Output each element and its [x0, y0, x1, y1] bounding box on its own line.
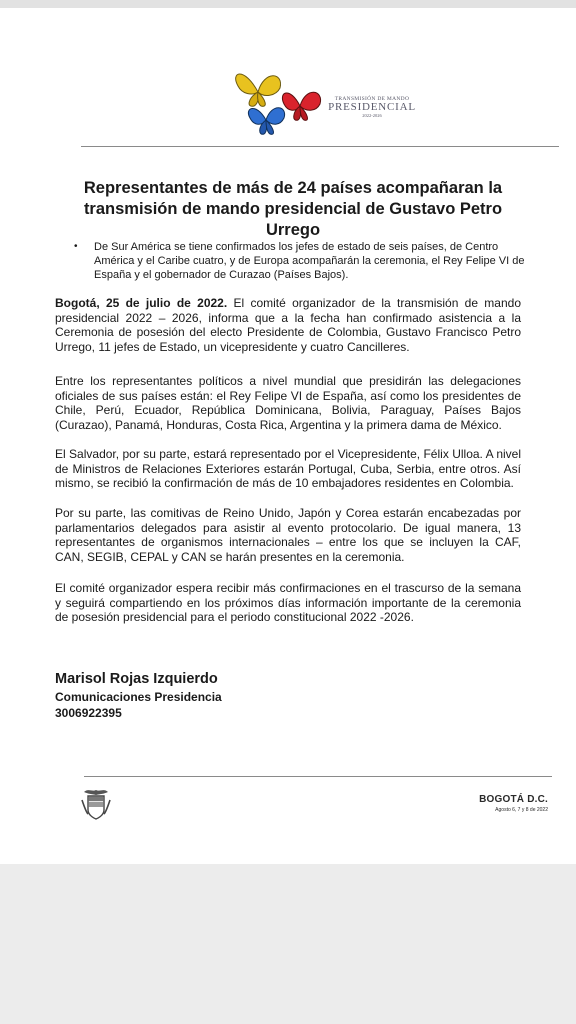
signature-phone: 3006922395: [55, 706, 122, 720]
logo-text: [327, 96, 417, 118]
dateline: Bogotá, 25 de julio de 2022.: [55, 296, 228, 310]
header-divider: [81, 146, 559, 147]
colombia-crest-icon: [80, 786, 112, 822]
paragraph-1: [55, 296, 521, 354]
logo-line-1: TRANSMISIÓN DE MANDO: [334, 96, 410, 102]
signature-role: Comunicaciones Presidencia: [55, 690, 222, 704]
butterflies-icon: [232, 58, 332, 142]
footer-city-block: [479, 794, 548, 813]
logo-line-3: 2022-2026: [362, 113, 382, 118]
press-release-title: Representantes de más de 24 países acompañaran la transmisión de mando presidencial de Gustavo Petro Urrego: [83, 179, 503, 239]
footer-dates: Agosto 6, 7 y 8 de 2022: [495, 807, 548, 813]
footer-divider: [84, 776, 552, 777]
bullet-icon: •: [74, 241, 78, 252]
signature-name: Marisol Rojas Izquierdo: [55, 671, 218, 687]
top-strip: [0, 0, 576, 8]
summary-bullet: De Sur América se tiene confirmados los jefes de estado de seis países, de Centro América y el Caribe cuatro, y de Europa acompañarán la ceremonia, el Rey Felipe VI de España y el gobernador de Curazao (Países Bajos).: [94, 241, 525, 281]
paragraph-3: El Salvador, por su parte, estará representado por el Vicepresidente, Félix Ulloa. A nivel de Ministros de Relaciones Exteriores estarán Portugal, Cuba, Serbia, entre otros. Así mismo, se recibió la confirmación de más de 10 embajadores residentes en Colombia.: [55, 447, 521, 491]
paragraph-5: El comité organizador espera recibir más confirmaciones en el trascurso de la semana y seguirá compartiendo en los próximos días información importante de la ceremonia de posesión presidencial para el periodo constitucional 2022 -2026.: [55, 581, 521, 625]
paragraph-2: Entre los representantes políticos a nivel mundial que presidirán las delegaciones oficiales de sus países están: el Rey Felipe VI de España, así como los presidentes de Chile, Perú, Ecuador, República Dominicana, Bolivia, Paraguay, Países Bajos (Curazao), Panamá, Honduras, Costa Rica, Argentina y la primera dama de México.: [55, 374, 521, 432]
paragraph-4: Por su parte, las comitivas de Reino Unido, Japón y Corea estarán encabezadas por parlamentarios delegados para asistir al evento protocolario. De igual manera, 13 representantes de organismos internacionales – entre los que se incluyen la CAF, CAN, SEGIB, CEPAL y CAN se harán presentes en la ceremonia.: [55, 506, 521, 564]
footer-city: BOGOTÁ D.C.: [479, 794, 548, 805]
logo-line-2: PRESIDENCIAL: [328, 101, 416, 113]
paragraph-1-body: El comité organizador de la transmisión de mando presidencial 2022 – 2026, informa que a la fecha han confirmado asistencia a la Ceremonia de posesión del electo Presidente de Colombia, Gustavo Francisco Petro Urrego, 11 jefes de Estado, un vicepresidente y cuatro Cancilleres.: [55, 296, 522, 354]
below-page-area: [0, 864, 576, 1024]
